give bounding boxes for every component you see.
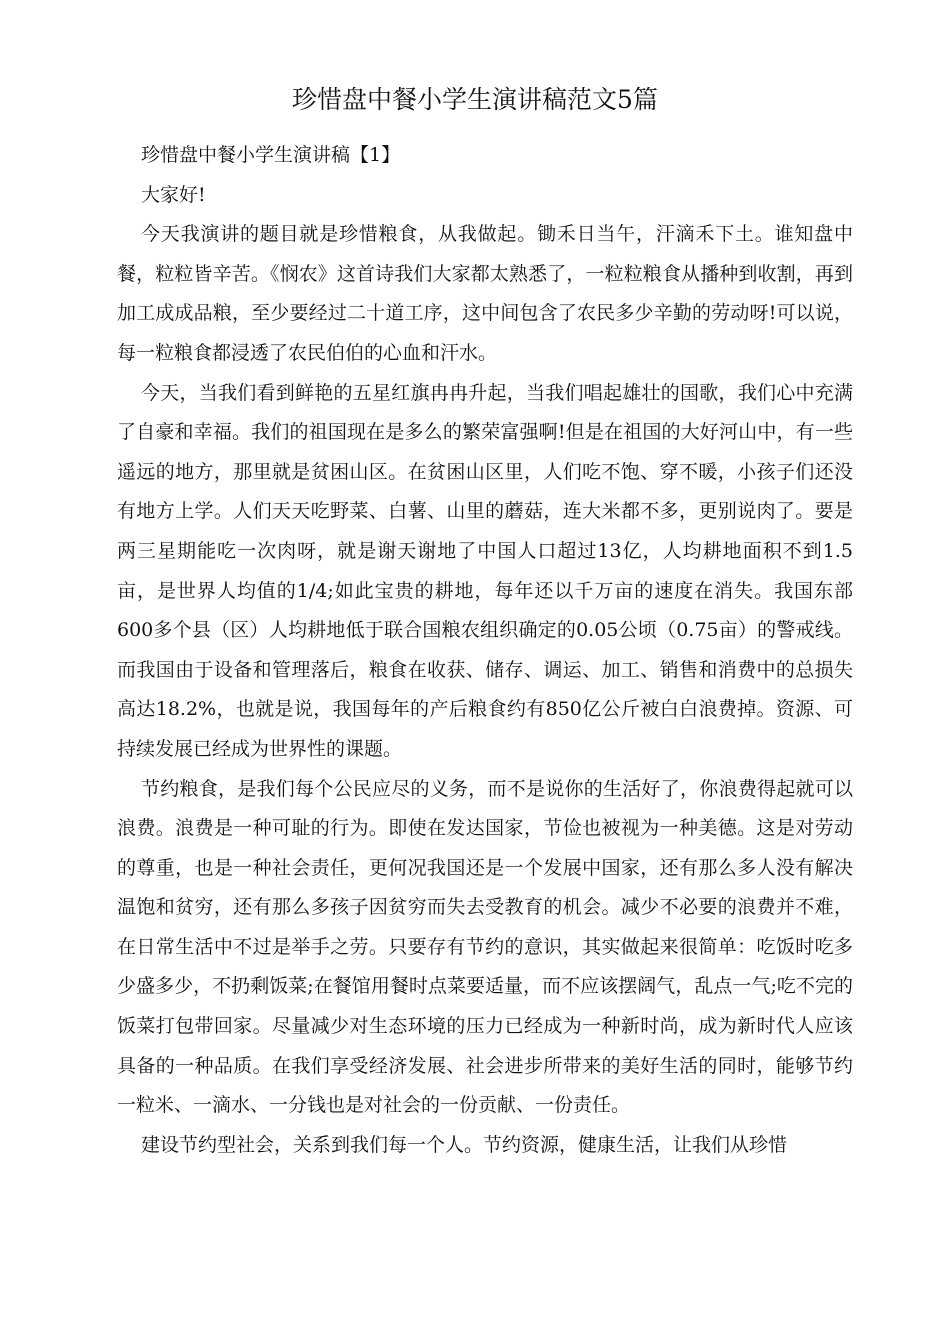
section-heading: 珍惜盘中餐小学生演讲稿【1】: [141, 144, 401, 166]
document-body: [117, 136, 853, 1165]
document-title: 珍惜盘中餐小学生演讲稿范文5篇: [292, 85, 658, 114]
greeting: 大家好!: [141, 183, 206, 206]
paragraph-1: 今天我演讲的题目就是珍惜粮食，从我做起。锄禾日当午，汗滴禾下土。谁知盘中餐，粒粒皆辛苦。《悯农》这首诗我们大家都太熟悉了，一粒粒粮食从播种到收割，再到加工成成品粮，至少要经过二十道工序，这中间包含了农民多少辛勤的劳动呀!可以说，每一粒粮食都浸透了农民伯伯的心血和汗水。: [117, 223, 853, 364]
paragraph-4: 建设节约型社会，关系到我们每一个人。节约资源，健康生活，让我们从珍惜: [141, 1133, 788, 1156]
paragraph-3: 节约粮食，是我们每个公民应尽的义务，而不是说你的生活好了，你浪费得起就可以浪费。浪费是一种可耻的行为。即使在发达国家，节俭也被视为一种美德。这是对劳动的尊重，也是一种社会责任，更何况我国还是一个发展中国家，还有那么多人没有解决温饱和贫穷，还有那么多孩子因贫穷而失去受教育的机会。减少不必要的浪费并不难，在日常生活中不过是举手之劳。只要存有节约的意识，其实做起来很简单：吃饭时吃多少盛多少，不扔剩饭菜;在餐馆用餐时点菜要适量，而不应该摆阔气，乱点一气;吃不完的饭菜打包带回家。尽量减少对生态环境的压力已经成为一种新时尚，成为新时代人应该具备的一种品质。在我们享受经济发展、社会进步所带来的美好生活的同时，能够节约一粒米、一滴水、一分钱也是对社会的一份贡献、一份责任。: [117, 777, 853, 1117]
paragraph-2: 今天，当我们看到鲜艳的五星红旗冉冉升起，当我们唱起雄壮的国歌，我们心中充满了自豪和幸福。我们的祖国现在是多么的繁荣富强啊!但是在祖国的大好河山中，有一些遥远的地方，那里就是贫困山区。在贫困山区里，人们吃不饱、穿不暖，小孩子们还没有地方上学。人们天天吃野菜、白薯、山里的蘑菇，连大米都不多，更别说肉了。要是两三星期能吃一次肉呀，就是谢天谢地了中国人口超过13亿，人均耕地面积不到1.5亩，是世界人均值的1/4;如此宝贵的耕地，每年还以千万亩的速度在消失。我国东部600多个县（区）人均耕地低于联合国粮农组织确定的0.05公顷（0.75亩）的警戒线。而我国由于设备和管理落后，粮食在收获、储存、调运、加工、销售和消费中的总损失高达18.2%，也就是说，我国每年的产后粮食约有850亿公斤被白白浪费掉。资源、可持续发展已经成为世界性的课题。: [117, 381, 853, 760]
